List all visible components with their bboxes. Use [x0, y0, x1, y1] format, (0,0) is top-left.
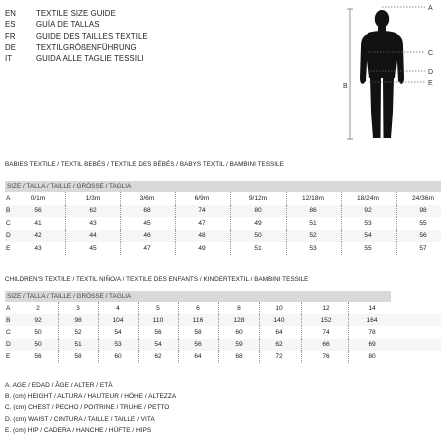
column-divider	[259, 314, 260, 326]
table-cell: 80	[254, 207, 262, 215]
column-divider	[341, 205, 342, 218]
table-row	[5, 314, 441, 326]
column-divider	[178, 339, 179, 351]
table-cell: 55	[419, 219, 427, 227]
silhouette-svg	[335, 2, 447, 142]
column-divider	[58, 314, 59, 326]
table-cell: 4	[116, 304, 120, 312]
table-cell: 12/18m	[302, 194, 324, 202]
table-cell: 152	[320, 316, 332, 324]
row-label: D	[6, 341, 11, 349]
table-cell: 69	[368, 341, 376, 349]
column-divider	[341, 192, 342, 205]
table-row	[5, 205, 441, 218]
child-silhouette-icon	[360, 10, 404, 138]
table-cell: 128	[233, 316, 245, 324]
column-divider	[259, 351, 260, 363]
row-label: D	[6, 232, 11, 240]
table-cell: 76	[322, 353, 330, 361]
row-label: C	[6, 219, 11, 227]
column-divider	[259, 302, 260, 314]
column-divider	[98, 339, 99, 351]
table-cell: 68	[143, 207, 151, 215]
legend-item: D. (cm) WAIST / CINTURA / TAILLE / TAILLE / VITA	[5, 415, 155, 423]
table-cell: 47	[198, 219, 206, 227]
column-divider	[396, 192, 397, 205]
table-cell: 68	[235, 353, 243, 361]
column-divider	[301, 351, 302, 363]
table-cell: 10	[275, 304, 283, 312]
column-divider	[259, 326, 260, 338]
table-cell: 98	[419, 207, 427, 215]
table-body	[5, 302, 441, 363]
legend-item: B. (cm) HEIGHT / ALTURA / HAUTEUR / HÖHE / ALTEZZA	[5, 393, 177, 401]
table-cell: 51	[309, 219, 317, 227]
table-cell: 47	[143, 244, 151, 252]
table-cell: 74	[322, 328, 330, 336]
column-divider	[341, 217, 342, 230]
column-divider	[178, 314, 179, 326]
row-label: C	[6, 328, 11, 336]
table-cell: 72	[275, 353, 283, 361]
table-cell: 2	[36, 304, 40, 312]
table-cell: 56	[154, 328, 162, 336]
table-cell: 9/12m	[248, 194, 268, 202]
column-divider	[230, 205, 231, 218]
table-row	[5, 351, 441, 363]
lang-code: IT	[5, 54, 13, 64]
table-cell: 45	[89, 244, 97, 252]
table-header: SIZE / TALLA / TAILLE / GRÖSSE / TAGLIA	[5, 291, 391, 302]
table-cell: 104	[112, 316, 124, 324]
table-cell: 56	[419, 232, 427, 240]
column-divider	[301, 314, 302, 326]
column-divider	[58, 326, 59, 338]
table-row	[5, 230, 441, 243]
table-cell: 41	[34, 219, 42, 227]
column-divider	[65, 205, 66, 218]
column-divider	[396, 205, 397, 218]
table-cell: 45	[143, 219, 151, 227]
label-e: E	[428, 80, 433, 87]
table-cell: 3	[76, 304, 80, 312]
label-d: D	[428, 69, 434, 76]
table-cell: 53	[114, 341, 122, 349]
column-divider	[348, 326, 349, 338]
table-cell: 54	[364, 232, 372, 240]
table-header: SIZE / TALLA / TAILLE / GRÖSSE / TAGLIA	[5, 181, 441, 192]
table-cell: 164	[366, 316, 378, 324]
table-cell: 48	[198, 232, 206, 240]
row-label: A	[6, 304, 11, 312]
column-divider	[286, 217, 287, 230]
lang-code: DE	[5, 43, 17, 53]
column-divider	[58, 351, 59, 363]
table-cell: 64	[275, 328, 283, 336]
table-cell: 46	[143, 232, 151, 240]
row-label: A	[6, 194, 11, 202]
column-divider	[58, 302, 59, 314]
column-divider	[286, 242, 287, 255]
column-divider	[230, 217, 231, 230]
column-divider	[98, 314, 99, 326]
table-row	[5, 192, 441, 205]
table-cell: 53	[364, 219, 372, 227]
column-divider	[98, 351, 99, 363]
measurement-legend	[5, 380, 176, 436]
column-divider	[98, 326, 99, 338]
column-divider	[120, 217, 121, 230]
table-cell: 50	[34, 341, 42, 349]
language-list	[5, 8, 148, 64]
label-c: C	[428, 50, 434, 57]
table-cell: 43	[34, 244, 42, 252]
table-cell: 51	[254, 244, 262, 252]
table-cell: 6/9m	[194, 194, 210, 202]
column-divider	[138, 339, 139, 351]
table-cell: 116	[192, 316, 204, 324]
column-divider	[65, 217, 66, 230]
column-divider	[120, 242, 121, 255]
table-cell: 60	[235, 328, 243, 336]
row-label: B	[6, 207, 11, 215]
column-divider	[120, 192, 121, 205]
table-cell: 62	[89, 207, 97, 215]
legend-item: E. (cm) HIP / CADERA / HANCHE / HÜFTE / HIPS	[5, 426, 152, 434]
column-divider	[65, 192, 66, 205]
table-cell: 24/36m	[412, 194, 434, 202]
table-cell: 86	[309, 207, 317, 215]
column-divider	[175, 217, 176, 230]
row-label: E	[6, 244, 11, 252]
column-divider	[58, 339, 59, 351]
table-cell: 140	[273, 316, 285, 324]
column-divider	[218, 314, 219, 326]
table-cell: 56	[34, 207, 42, 215]
column-divider	[138, 314, 139, 326]
column-divider	[218, 326, 219, 338]
table-cell: 59	[235, 341, 243, 349]
table-cell: 74	[198, 207, 206, 215]
column-divider	[65, 242, 66, 255]
table-row	[5, 302, 441, 314]
column-divider	[301, 326, 302, 338]
table-cell: 49	[198, 244, 206, 252]
lang-code: EN	[5, 9, 17, 19]
table-row	[5, 217, 441, 230]
column-divider	[138, 351, 139, 363]
lang-row-fr	[5, 31, 148, 42]
column-divider	[286, 192, 287, 205]
table-cell: 3/6m	[139, 194, 155, 202]
label-a: A	[428, 5, 433, 12]
column-divider	[341, 230, 342, 243]
column-divider	[396, 217, 397, 230]
table-cell: 0/1m	[30, 194, 46, 202]
table-cell: 50	[254, 232, 262, 240]
column-divider	[138, 326, 139, 338]
table-cell: 42	[34, 232, 42, 240]
column-divider	[348, 351, 349, 363]
column-divider	[230, 242, 231, 255]
column-divider	[178, 351, 179, 363]
column-divider	[259, 339, 260, 351]
table-cell: 54	[154, 341, 162, 349]
column-divider	[230, 192, 231, 205]
lang-label: GUÍA DE TALLAS	[36, 20, 100, 30]
babies-section-title: BABIES TEXTILE / TEXTIL BEBÉS / TEXTILE DES BÉBÉS / BABYS TEXTIL / BAMBINI TESSILE	[5, 161, 284, 168]
table-cell: 92	[34, 316, 42, 324]
label-b: B	[343, 83, 348, 90]
row-label: E	[6, 353, 11, 361]
column-divider	[230, 230, 231, 243]
legend-item: A. AGE / EDAD / ÂGE / ALTER / ETÀ	[5, 382, 113, 390]
table-cell: 57	[419, 244, 427, 252]
table-cell: 78	[368, 328, 376, 336]
table-cell: 58	[194, 328, 202, 336]
table-cell: 60	[114, 353, 122, 361]
table-cell: 80	[368, 353, 376, 361]
table-cell: 58	[74, 353, 82, 361]
table-cell: 8	[237, 304, 241, 312]
column-divider	[65, 230, 66, 243]
column-divider	[120, 230, 121, 243]
column-divider	[175, 205, 176, 218]
column-divider	[175, 192, 176, 205]
table-cell: 14	[368, 304, 376, 312]
column-divider	[120, 205, 121, 218]
column-divider	[286, 205, 287, 218]
table-cell: 43	[89, 219, 97, 227]
children-section-title: CHILDREN'S TEXTILE / TEXTIL NIÑO/A / TEXTILE DES ENFANTS / KINDERTEXTIL / BAMBINI TESSILE	[5, 276, 309, 283]
lang-row-es	[5, 19, 148, 30]
table-cell: 51	[74, 341, 82, 349]
column-divider	[218, 339, 219, 351]
column-divider	[286, 230, 287, 243]
table-cell: 56	[34, 353, 42, 361]
child-silhouette-figure	[335, 2, 447, 142]
column-divider	[175, 230, 176, 243]
table-cell: 18/24m	[357, 194, 379, 202]
column-divider	[396, 230, 397, 243]
table-cell: 44	[89, 232, 97, 240]
legend-item: C. (cm) CHEST / PECHO / POITRINE / TRUHE / PETTO	[5, 404, 170, 412]
babies-size-table	[5, 181, 441, 255]
table-cell: 52	[309, 232, 317, 240]
lang-row-it	[5, 53, 148, 64]
table-cell: 50	[34, 328, 42, 336]
column-divider	[138, 302, 139, 314]
table-cell: 52	[74, 328, 82, 336]
column-divider	[175, 242, 176, 255]
table-cell: 98	[74, 316, 82, 324]
table-cell: 49	[254, 219, 262, 227]
column-divider	[178, 302, 179, 314]
table-cell: 66	[322, 341, 330, 349]
lang-code: FR	[5, 31, 16, 41]
table-cell: 56	[194, 341, 202, 349]
column-divider	[301, 302, 302, 314]
table-cell: 62	[154, 353, 162, 361]
table-cell: 62	[275, 341, 283, 349]
column-divider	[348, 314, 349, 326]
table-cell: 5	[156, 304, 160, 312]
column-divider	[396, 242, 397, 255]
table-cell: 110	[152, 316, 164, 324]
column-divider	[218, 302, 219, 314]
table-cell: 1/3m	[85, 194, 101, 202]
lang-row-de	[5, 42, 148, 53]
table-cell: 12	[322, 304, 330, 312]
lang-row-en	[5, 8, 148, 19]
table-cell: 55	[364, 244, 372, 252]
table-cell: 64	[194, 353, 202, 361]
table-body	[5, 192, 441, 255]
table-cell: 92	[364, 207, 372, 215]
column-divider	[98, 302, 99, 314]
lang-label: GUIDA ALLE TAGLIE TESSILI	[36, 54, 144, 64]
column-divider	[348, 302, 349, 314]
lang-label: GUIDE DES TAILLES TEXTILE	[36, 31, 148, 41]
row-label: B	[6, 316, 11, 324]
column-divider	[301, 339, 302, 351]
column-divider	[218, 351, 219, 363]
column-divider	[348, 339, 349, 351]
table-row	[5, 326, 441, 338]
lang-label: TEXTILE SIZE GUIDE	[36, 9, 116, 19]
table-cell: 54	[114, 328, 122, 336]
table-row	[5, 339, 441, 351]
table-cell: 6	[196, 304, 200, 312]
children-size-table	[5, 291, 441, 363]
lang-code: ES	[5, 20, 16, 30]
lang-label: TEXTILGRÖßENFÜHRUNG	[36, 43, 137, 53]
column-divider	[341, 242, 342, 255]
column-divider	[178, 326, 179, 338]
table-row	[5, 242, 441, 255]
table-cell: 53	[309, 244, 317, 252]
